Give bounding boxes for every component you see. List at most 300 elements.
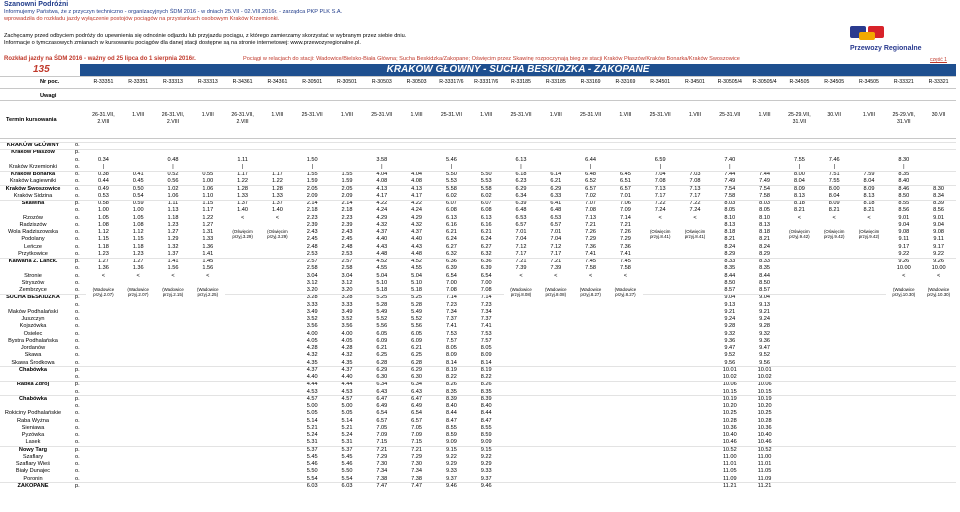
time-cell: 8.09 [863,185,875,192]
time-cell: 8.03 [724,200,736,206]
time-cell: 6.57 [585,185,597,192]
train-number: R-30505/4 [717,79,742,85]
schedule-term: 1.VIII [271,112,284,118]
time-cell: 6.02 [480,192,492,199]
separator [0,76,956,77]
time-cell: 8.57 [759,287,771,293]
time-cell: 10.19 [722,395,737,402]
time-cell: 0.49 [97,185,109,192]
time-cell: 9.28 [759,323,771,330]
time-cell: | [729,163,731,170]
station-name: Podolany [21,236,45,243]
time-cell: 4.44 [341,381,353,388]
time-cell: 1.00 [97,207,109,214]
time-cell: 6.45 [619,171,631,177]
time-cell: 10.01 [757,366,772,373]
station-name: Chabówka [19,366,47,373]
time-cell: 1.15 [202,200,214,206]
time-cell: 4.40 [411,236,423,243]
time-cell: 6.21 [550,178,562,185]
remark-note: (Wadowice przyj.10.30) [886,287,921,297]
time-cell: 9.17 [933,243,945,250]
time-cell: 1.12 [97,229,109,235]
station-name: KRAKÓW GŁÓWNY [6,142,60,148]
time-cell: 10.40 [757,432,772,438]
time-cell: 7.59 [863,171,875,177]
time-cell: | [798,163,801,170]
time-cell: 5.05 [341,410,353,417]
schedule-term: 1.VIII [862,112,876,118]
time-cell: 11.00 [722,453,737,460]
time-cell: 4.53 [341,388,353,395]
time-cell: 6.21 [480,229,492,235]
time-cell: 3.20 [341,287,353,293]
arrival-departure-mark: o. [75,345,80,351]
time-cell: 8.35 [724,265,736,272]
time-cell: 8.21 [863,207,875,214]
time-cell: 1.37 [237,200,249,206]
station-name: Szaflary Wieś [15,461,51,467]
time-cell: 7.58 [619,265,631,272]
arrival-departure-mark: o. [75,243,80,250]
time-cell: 9.29 [480,461,492,467]
time-cell: 5.53 [445,178,457,185]
time-cell: 4.53 [306,388,318,395]
time-cell: 10.28 [722,417,737,424]
time-cell: 2.48 [341,243,353,250]
time-cell: 8.10 [724,214,736,221]
time-cell: 5.58 [480,185,492,192]
arrival-departure-mark: p. [75,381,80,388]
time-cell: 6.28 [376,359,388,366]
time-cell: 7.54 [759,185,771,192]
row-separator [0,200,956,201]
time-cell: | [450,163,453,170]
time-cell: 8.18 [863,200,875,206]
train-number: R-33169 [580,79,601,85]
station-name: Kojszówka [19,323,47,330]
time-cell: 9.47 [724,345,736,351]
time-cell: 8.04 [793,178,805,185]
time-cell: 7.29 [411,453,423,460]
time-cell: 1.36 [202,243,214,250]
time-cell: 6.39 [445,265,457,272]
time-cell: 7.17 [689,192,701,199]
time-cell: 6.21 [411,345,423,351]
time-cell: 5.56 [376,323,388,330]
time-cell: 9.22 [898,250,910,257]
time-cell: 6.08 [480,207,492,214]
time-cell: 9.13 [724,301,736,308]
time-cell: 9.26 [933,258,945,264]
train-number: R-34501 [685,79,705,85]
schedule-term: 1.VIII [480,112,493,118]
time-cell: 8.21 [724,236,736,243]
schedule-term: 26-31.VII, 2.VIII [161,112,185,125]
remark-note: (Wadowice przyj.8.08) [504,287,539,297]
arrival-departure-mark: o. [75,171,80,177]
remark-note: (Wadowice przyj.10.30) [921,287,956,297]
time-cell: 9.04 [724,294,736,301]
time-cell: 10.15 [722,388,737,395]
time-cell: 6.25 [411,352,423,359]
arrival-departure-mark: o. [75,359,80,366]
time-cell: 1.29 [167,236,179,243]
time-cell: 6.13 [445,214,457,221]
time-cell: 8.35 [898,171,910,177]
time-cell: 5.50 [306,468,318,475]
time-cell: 8.09 [480,352,492,359]
train-number: R-30505/4 [752,79,777,85]
arrival-departure-mark: o. [75,250,80,257]
time-cell: 2.57 [306,258,318,264]
time-cell: 8.18 [793,200,805,206]
time-cell: 7.03 [689,171,701,177]
remark-note: (Oświęcim przyj.3.29) [225,229,260,239]
time-cell: 7.22 [654,200,666,206]
time-cell: 1.06 [167,192,179,199]
time-cell: 9.32 [724,330,736,337]
station-name: SUCHA BESKIDZKA [6,294,60,301]
station-name: Bystra Podhalańska [8,337,58,344]
arrival-departure-mark: o. [75,279,80,286]
time-cell: 7.05 [376,424,388,431]
train-number: R-34505 [859,79,879,85]
time-cell: 5.24 [306,432,318,438]
time-cell: 5.46 [341,461,353,467]
time-cell: 10.36 [722,424,737,431]
remark-note: (Wadowice przyj.2.07) [121,287,156,297]
time-cell: 1.15 [97,236,109,243]
remarks-label: Uwagi [40,93,57,99]
time-cell: 11.09 [722,475,737,482]
time-cell: 10.00 [896,265,911,272]
arrival-departure-mark: p. [75,149,80,156]
schedule-term: 26-31.VII, 2.VIII [231,112,254,125]
time-cell: 9.04 [933,221,945,228]
arrival-departure-mark: o. [75,287,80,293]
time-cell: 8.13 [793,192,805,199]
time-cell: 7.12 [515,243,527,250]
time-cell: 4.22 [411,200,423,206]
station-name: Poronin [23,475,43,482]
time-cell: 9.17 [898,243,910,250]
time-cell: 1.40 [271,207,283,214]
arrival-departure-mark: o. [75,410,80,417]
time-cell: 7.13 [689,185,701,192]
time-cell: 7.04 [654,171,666,177]
time-cell: 6.52 [585,178,597,185]
time-cell: 7.21 [619,221,631,228]
time-cell: 2.05 [341,185,353,192]
arrival-departure-mark: o. [75,323,80,330]
header-info-line: wprowadziła do rozkładu jazdy wyłączenie postojów pociągów na przystankach osobowym Kraków Krzemionki. [4,16,280,22]
time-cell: 7.01 [515,229,527,235]
station-name: Skawa [24,352,42,359]
time-cell: 8.35 [480,388,492,395]
time-cell: 1.15 [132,236,144,243]
time-cell: 6.47 [376,395,388,402]
time-cell: 11.00 [757,453,772,460]
time-cell: 8.14 [480,359,492,366]
header-title: Szanowni Podróżni [4,1,69,8]
time-cell: 8.46 [898,185,910,192]
time-cell: 7.12 [550,243,562,250]
time-cell: 6.24 [480,236,492,243]
time-cell: 6.54 [445,272,457,279]
time-cell: 5.25 [411,294,423,301]
arrival-departure-mark: o. [75,272,80,279]
schedule-label: Termin kursowania [6,117,57,123]
time-cell: 8.00 [828,185,840,192]
time-cell: 6.39 [515,200,527,206]
time-cell: 4.29 [411,214,423,221]
time-cell: 8.33 [724,258,736,264]
time-cell: 7.05 [411,424,423,431]
time-cell: 7.15 [411,439,423,446]
time-cell: 7.00 [480,279,492,286]
time-cell: 9.21 [759,308,771,315]
arrival-departure-mark: o. [75,453,80,460]
station-name: Biały Dunajec [15,468,51,475]
time-cell: 1.36 [97,265,109,272]
time-cell: 4.32 [306,352,318,359]
time-cell: 2.45 [341,236,353,243]
time-cell: | [659,163,661,170]
time-cell: 7.09 [411,432,423,438]
time-cell: 11.21 [757,482,772,489]
time-cell: 8.44 [759,272,771,279]
time-cell: 3.52 [306,316,318,322]
station-name: Pyzówka [21,432,45,438]
time-cell: 9.52 [724,352,736,359]
time-cell: 1.28 [237,185,249,192]
time-cell: 5.31 [306,439,318,446]
time-cell: 10.15 [757,388,772,395]
time-cell: 5.31 [341,439,353,446]
time-cell: 2.18 [341,207,353,214]
time-cell: 7.38 [411,475,423,482]
time-cell: 9.22 [445,453,457,460]
time-cell: | [381,163,383,170]
validity-note: Rozkład jazdy na ŚDM 2016 - ważny od 25 lipca do 1 sierpnia 2016r. [4,56,196,62]
time-cell: 10.01 [722,366,737,373]
time-cell: 0.54 [132,192,144,199]
time-cell: 6.28 [411,359,423,366]
time-cell: 1.12 [132,229,144,235]
time-cell: 5.14 [341,417,353,424]
time-cell: 7.41 [585,250,597,257]
time-cell: 9.04 [759,294,771,301]
time-cell: 7.45 [585,258,597,264]
row-separator [0,381,956,382]
time-cell: 5.50 [480,171,492,177]
time-cell: 5.49 [411,308,423,315]
time-cell: 6.30 [411,374,423,380]
station-name: Skawa Środkowa [11,359,55,366]
time-cell: < [867,214,871,221]
time-cell: 5.49 [376,308,388,315]
time-cell: 8.40 [898,178,910,185]
time-cell: 0.55 [202,171,214,177]
time-cell: 8.09 [828,200,840,206]
time-cell: 1.59 [341,178,353,185]
time-cell: < [797,214,802,221]
time-cell: 3.33 [341,301,353,308]
time-cell: 4.28 [341,345,353,351]
time-cell: 5.58 [445,185,457,192]
time-cell: 6.43 [411,388,423,395]
route-name: KRAKÓW GŁÓWNY - SUCHA BESKIDZKA - ZAKOPANE [80,64,956,76]
time-cell: 7.21 [376,446,388,453]
station-name: Nowy Targ [18,446,48,453]
time-cell: 4.37 [376,229,388,235]
time-cell: 7.37 [445,316,457,322]
time-cell: 6.47 [411,395,423,402]
time-cell: 6.36 [480,258,492,264]
time-cell: | [903,163,905,170]
remark-note: (Oświęcim przyj.9.42) [782,229,817,239]
time-cell: 3.04 [341,272,353,279]
time-cell: 4.28 [306,345,318,351]
line-number: 135 [33,64,50,75]
time-cell: 7.08 [689,178,701,185]
time-cell: 5.37 [341,446,353,453]
time-cell: 6.44 [585,156,597,163]
separator [0,88,956,89]
arrival-departure-mark: o. [75,308,80,315]
time-cell: 3.49 [341,308,353,315]
train-number: R-33321 [893,79,914,85]
time-cell: 9.46 [445,482,457,489]
time-cell: 6.29 [550,185,562,192]
remark-note: (Wadowice przyj.8.27) [573,287,608,297]
station-name: Rabka Zdrój [16,381,50,388]
time-cell: 9.56 [724,359,736,366]
time-cell: 7.21 [411,446,423,453]
time-cell: 0.50 [132,185,144,192]
time-cell: 6.09 [376,337,388,344]
time-cell: 6.05 [376,330,388,337]
time-cell: 6.34 [411,381,423,388]
time-cell: 7.06 [619,200,631,206]
time-cell: 8.50 [759,279,771,286]
time-cell: 4.57 [306,395,318,402]
train-number: R-33351 [128,79,149,85]
train-number: R-33313 [163,79,183,85]
time-cell: 2.48 [306,243,318,250]
time-cell: 1.08 [132,221,144,228]
time-cell: 9.36 [724,337,736,344]
time-cell: 10.02 [757,374,772,380]
time-cell: 4.43 [376,243,388,250]
time-cell: 7.55 [828,178,840,185]
arrival-departure-mark: o. [75,403,80,409]
time-cell: 7.53 [445,330,457,337]
time-cell: 7.26 [585,229,597,235]
time-cell: 4.37 [306,366,318,373]
time-cell: 4.24 [411,207,423,214]
time-cell: 7.08 [585,207,597,214]
time-cell: 1.10 [202,192,214,199]
time-cell: 6.57 [376,417,388,424]
time-cell: 1.18 [97,243,109,250]
arrival-departure-mark: o. [75,439,80,446]
time-cell: 4.35 [306,359,318,366]
time-cell: 0.53 [97,192,109,199]
time-cell: 7.30 [376,461,388,467]
train-number: R-33185 [511,79,531,85]
time-cell: 2.39 [306,221,318,228]
time-cell: 10.20 [757,403,772,409]
time-cell: 10.00 [931,265,946,272]
time-cell: 7.46 [828,156,840,163]
time-cell: 8.50 [724,279,736,286]
remark-note: (Oświęcim przyj.8.41) [678,229,713,239]
time-cell: 9.01 [933,214,945,221]
time-cell: 7.47 [411,482,423,489]
time-cell: 1.37 [271,200,283,206]
schedule-term: 25-31.VII [580,112,602,118]
separator [0,100,956,101]
arrival-departure-mark: o. [75,352,80,359]
time-cell: 1.37 [167,250,179,257]
time-cell: 5.10 [376,279,388,286]
time-cell: 6.48 [550,207,562,214]
station-name: Kraków Krzemionki [9,163,57,170]
train-number: R-33169 [615,79,636,85]
time-cell: 5.05 [306,410,318,417]
time-cell: 1.13 [167,207,179,214]
time-cell: 7.47 [376,482,388,489]
schedule-term: 1.VIII [688,112,702,118]
time-cell: 6.07 [445,200,457,206]
arrival-departure-mark: o. [75,374,80,380]
schedule-term: 25-31.VII [371,112,393,118]
time-cell: 4.40 [376,236,388,243]
time-cell: 6.21 [376,345,388,351]
time-cell: 6.05 [411,330,423,337]
arrival-departure-mark: o. [75,424,80,431]
time-cell: 1.11 [167,200,179,206]
time-cell: 6.57 [515,221,527,228]
time-cell: 8.55 [898,200,910,206]
time-cell: 1.00 [202,178,214,185]
time-cell: 7.23 [445,301,457,308]
time-cell: 4.13 [376,185,388,192]
time-cell: 4.35 [341,359,353,366]
time-cell: 6.57 [619,185,631,192]
time-cell: 2.14 [306,200,318,206]
time-cell: < [554,272,558,279]
time-cell: 7.07 [585,200,597,206]
time-cell: 8.47 [445,417,457,424]
time-cell: 11.05 [757,468,772,475]
time-cell: 8.09 [793,185,805,192]
time-cell: 8.35 [445,388,457,395]
time-cell: 9.11 [933,236,944,243]
part-label: część 1 [930,57,947,63]
time-cell: 7.04 [550,236,562,243]
time-cell: 7.54 [724,185,736,192]
arrival-departure-mark: o. [75,432,80,438]
train-number: R-33185 [545,79,566,85]
row-separator [0,258,956,259]
station-name: Przytkowice [18,250,48,257]
separator [0,138,956,139]
time-cell: 10.25 [757,410,772,417]
time-cell: 4.04 [376,171,388,177]
